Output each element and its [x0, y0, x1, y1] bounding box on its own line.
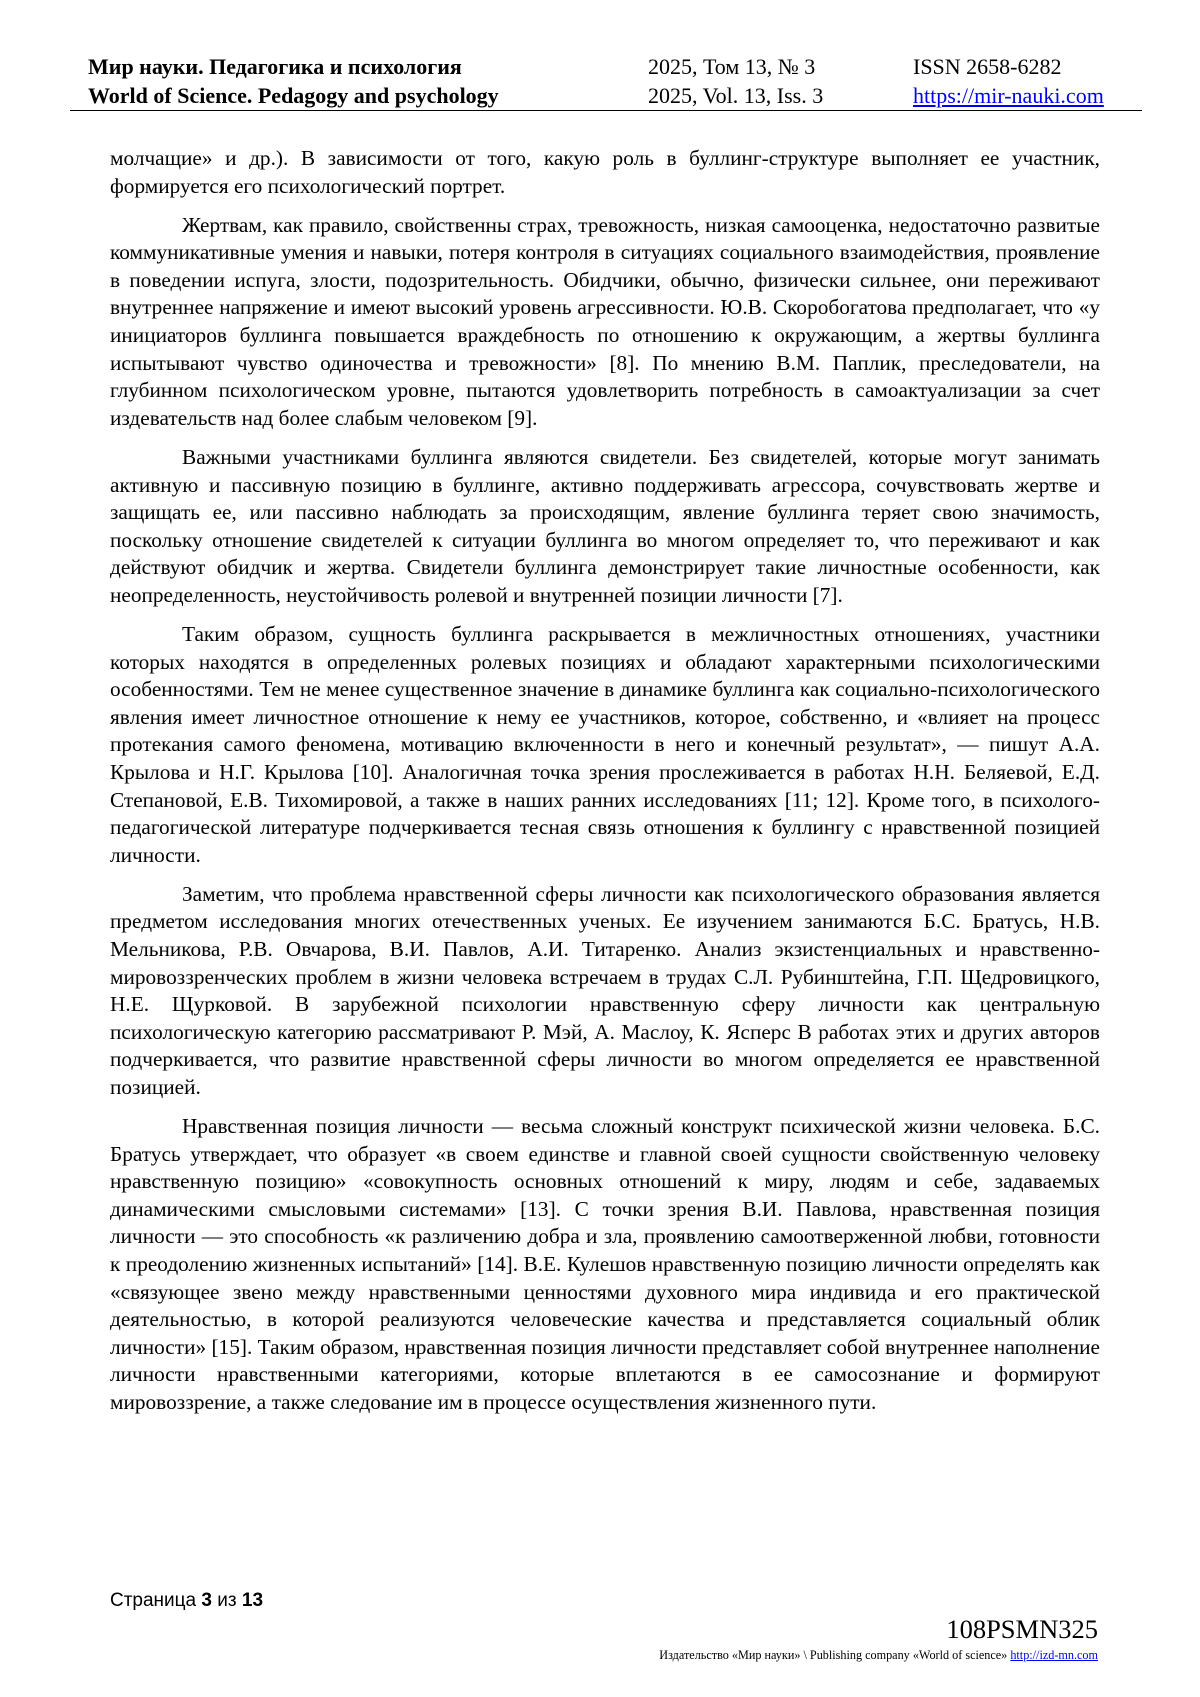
journal-title-en: World of Science. Pedagogy and psychology [88, 83, 499, 108]
journal-title [88, 52, 499, 110]
page-total: 13 [241, 1590, 264, 1611]
body-paragraph: молчащие» и др.). В зависимости от того, какую роль в буллинг-структуре выполняет ее участник, формируется его психологический портрет. [110, 146, 1100, 198]
page-number [110, 1590, 263, 1612]
issn-block [913, 52, 1104, 110]
page-header [70, 52, 1142, 111]
page-of: из [217, 1590, 237, 1611]
body-paragraph: Нравственная позиция личности — весьма сложный конструкт психической жизни человека. Б.С. Братусь утверждает, что образует «в своем единстве и главной своей сущности свойственную человеку нравственную позицию» «совокупность основных отношений к миру, людям и себе, задаваемых динамическими смысловыми системами» [13]. С точки зрения В.И. Павлова, нравственная позиция личности — это способность «к различению добра и зла, проявлению самоотверженной любви, готовности к преодолению жизненных испытаний» [14]. В.Е. Кулешов нравственную позицию личности определять как «связующее звено между нравственными ценностями духовного мира индивида и его практической деятельностью, в которой реализуются человеческие качества и представляется социальный облик личности» [15]. Таким образом, нравственная позиция личности представляет собой внутреннее наполнение личности нравственными категориями, которые вплетаются в ее самосознание и формируют мировоззрение, а также следование им в процессе осуществления жизненного пути. [110, 1114, 1100, 1415]
publisher-text: Издательство «Мир науки» \ Publishing company «World of science» [659, 1648, 1008, 1662]
issue-info-ru: 2025, Том 13, № 3 [648, 54, 816, 79]
body-paragraph: Жертвам, как правило, свойственны страх, тревожность, низкая самооценка, недостаточно развитые коммуникативные умения и навыки, потеря контроля в ситуациях социального взаимодействия, проявление в поведении испуга, злости, подозрительность. Обидчики, обычно, физически сильнее, они переживают внутреннее напряжение и имеют высокий уровень агрессивности. Ю.В. Скоробогатова предполагает, что «у инициаторов буллинга повышается враждебность по отношению к окружающим, а жертвы буллинга испытывают чувство одиночества и тревожности» [8]. По мнению В.М. Паплик, преследователи, на глубинном психологическом уровне, пытаются удовлетворить потребность в самоактуализации за счет издевательств над более слабым человеком [9]. [110, 212, 1100, 430]
journal-website-link[interactable]: https://mir-nauki.com [913, 83, 1104, 108]
page-word: Страница [110, 1590, 197, 1611]
body-paragraph: Заметим, что проблема нравственной сферы личности как психологического образования является предметом исследования многих отечественных ученых. Ее изучением занимаются Б.С. Братусь, Н.В. Мельникова, Р.В. Овчарова, В.И. Павлов, А.И. Титаренко. Анализ экзистенциальных и нравственно-мировоззренческих проблем в жизни человека встречаем в трудах С.Л. Рубинштейна, Г.П. Щедровицкого, Н.Е. Щурковой. В зарубежной психологии нравственную сферу личности как центральную психологическую категорию рассматривают Р. Мэй, А. Маслоу, К. Ясперс В работах этих и других авторов подчеркивается, что развитие нравственной сферы личности во многом определяется ее нравственной позицией. [110, 881, 1100, 1099]
journal-title-ru: Мир науки. Педагогика и психология [88, 54, 462, 79]
body-paragraph: Таким образом, сущность буллинга раскрывается в межличностных отношениях, участники которых находятся в определенных ролевых позициях и обладают характерными психологическими особенностями. Тем не менее существенное значение в динамике буллинга как социально-психологического явления имеет личностное отношение к нему ее участников, которое, собственно, и «влияет на процесс протекания самого феномена, мотивацию включенности в него и конечный результат», — пишут А.А. Крылова и Н.Г. Крылова [10]. Аналогичная точка зрения прослеживается в работах Н.Н. Беляевой, Е.Д. Степановой, Е.В. Тихомировой, а также в наших ранних исследованиях [11; 12]. Кроме того, в психолого-педагогической литературе подчеркивается тесная связь отношения к буллингу с нравственной позицией личности. [110, 622, 1100, 867]
issn-number: ISSN 2658-6282 [913, 54, 1062, 79]
page-current: 3 [201, 1590, 212, 1611]
publisher-link[interactable]: http://izd-mn.com [1010, 1648, 1098, 1662]
publisher-line [659, 1648, 1098, 1663]
body-paragraph: Важными участниками буллинга являются свидетели. Без свидетелей, которые могут занимать активную и пассивную позицию в буллинге, активно поддерживать агрессора, сочувствовать жертве и защищать ее, или пассивно наблюдать за происходящим, явление буллинга теряет свою значимость, поскольку отношение свидетелей к ситуации буллинга во многом определяет то, что переживают и как действуют обидчик и жертва. Свидетели буллинга демонстрирует такие личностные особенности, как неопределенность, неустойчивость ролевой и внутренней позиции личности [7]. [110, 444, 1100, 607]
article-code: 108PSMN325 [946, 1614, 1098, 1644]
issue-info [648, 52, 823, 110]
issue-info-en: 2025, Vol. 13, Iss. 3 [648, 83, 824, 108]
article-body [110, 145, 1100, 1428]
